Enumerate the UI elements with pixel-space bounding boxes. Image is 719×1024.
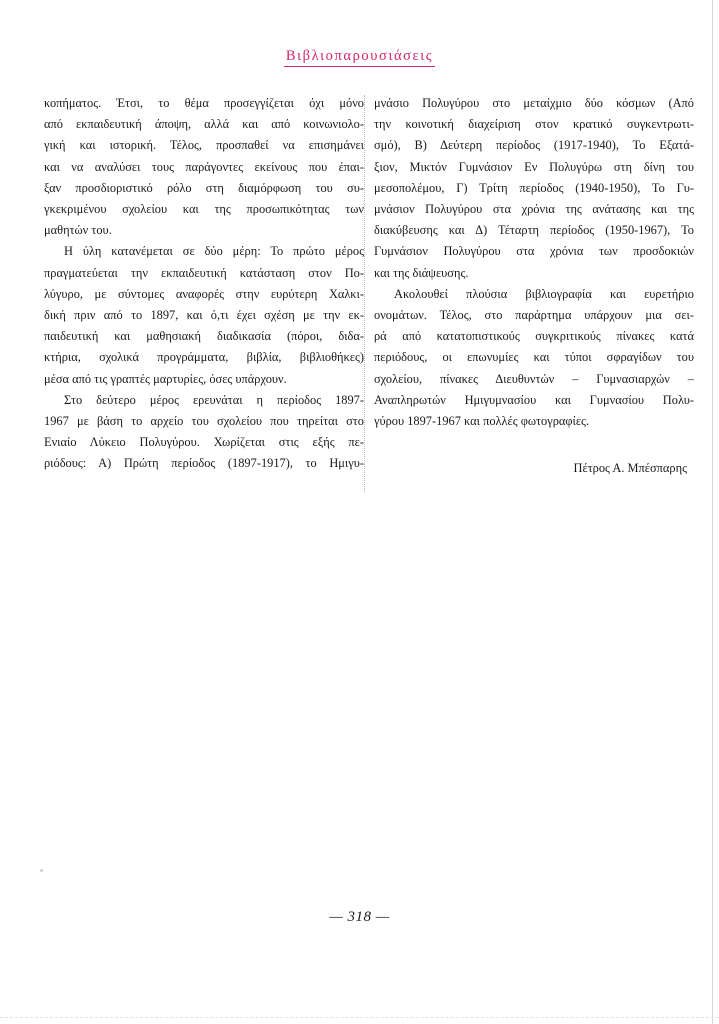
text-line: γύρου 1897-1967 και πολλές φωτογραφίες. — [374, 414, 590, 429]
text-line: Ενιαίο Λύκειο Πολυγύρου. Χωρίζεται στις εξής πε- — [44, 435, 364, 450]
text-line: δική πριν από το 1897, και ό,τι έχει σχέση με την εκ- — [44, 308, 364, 323]
text-line: μνάσιον Πολυγύρου στα χρόνια της ανάτασης και της — [374, 202, 694, 217]
text-line: ξαν προσδιοριστικό ρόλο στη διαμόρφωση του συ- — [44, 180, 364, 195]
text-line: ριόδους: Α) Πρώτη περίοδος (1897-1917), το Ημιγυ- — [44, 456, 364, 471]
text-line: ρά από κατατοπιστικούς συγκριτικούς πίνακες κατά — [374, 329, 694, 344]
text-line: διακύβευσης και Δ) Τέταρτη περίοδος (1950-1967), Το — [374, 223, 694, 238]
text-line: Ακολουθεί πλούσια βιβλιογραφία και ευρετήριο — [394, 286, 694, 301]
text-line: γκεκριμένου σχολείου και της προσωπικότητας των — [44, 202, 364, 217]
text-line: γική και ιστορική. Τέλος, προσπαθεί να επισημάνει — [44, 138, 364, 153]
text-line: σχολείου, πίνακες Διευθυντών – Γυμνασιαρχών – — [374, 371, 694, 386]
text-line: ονομάτων. Τέλος, στο παράρτημα υπάρχουν μια σει- — [374, 308, 694, 323]
text-line: κτήρια, σχολικά προγράμματα, βιβλία, βιβλιοθήκες) — [44, 350, 364, 365]
review-author-signature: Πέτρος Α. Μπέσπαρης — [573, 461, 687, 475]
text-line: και να αναλύσει τους παράγοντες εκείνους που έπαι- — [44, 159, 364, 174]
text-line: 1967 με βάση το αρχείο του σχολείου που τηρείται στο — [44, 414, 364, 429]
column-divider — [364, 95, 365, 493]
text-line: Αναπληρωτών Ημιγυμνασίου και Γυμνασίου Πολυ- — [374, 392, 694, 407]
left-column — [44, 93, 364, 475]
text-line: Γυμνάσιον Πολυγύρου στα χρόνια των προσδοκιών — [374, 244, 694, 259]
text-line: κοπήματος. Έτσι, το θέμα προσεγγίζεται όχι μόνο — [44, 96, 364, 110]
text-line: σμό), Β) Δεύτερη περίοδος (1917-1940), Το Εξατά- — [374, 138, 694, 153]
page-bottom-edge — [0, 1017, 719, 1018]
paper-speck — [40, 869, 43, 872]
text-line: λύγυρο, με σύντομες αναφορές στην ευρύτερη Χαλκι- — [44, 286, 364, 301]
text-line: από εκπαιδευτική άποψη, αλλά και από κοινωνιολο- — [44, 117, 364, 132]
text-line: μέσα από τις γραπτές μαρτυρίες, όσες υπάρχουν. — [44, 371, 287, 386]
text-line: παιδευτική και μαθησιακή διαδικασία (πόροι, διδα- — [44, 329, 364, 344]
running-header — [0, 47, 719, 67]
text-line: την κοινοτική διαχείριση στον κρατικό συγκεντρωτι- — [374, 117, 694, 132]
text-line: μεσοπολέμου, Γ) Τρίτη περίοδος (1940-1950), Το Γυ- — [374, 180, 694, 195]
section-title: Βιβλιοπαρουσιάσεις — [284, 48, 435, 67]
text-line: Στο δεύτερο μέρος ερευνάται η περίοδος 1897- — [64, 392, 364, 407]
text-line: και της διάψευσης. — [374, 265, 469, 280]
text-line: μαθητών του. — [44, 223, 112, 238]
text-line: μνάσιο Πολυγύρου στο μεταίχμιο δύο κόσμων (Από — [374, 96, 694, 110]
page-number: — 318 — — [329, 909, 390, 925]
page-edge — [712, 0, 713, 1024]
right-column — [374, 93, 694, 432]
text-line: περιόδους, οι επωνυμίες και τύποι σφραγίδων του — [374, 350, 694, 365]
text-line: πραγματεύεται την εκπαιδευτική κατάσταση στον Πο- — [44, 265, 364, 280]
text-line: ξιον, Μικτόν Γυμνάσιον Εν Πολυγύρω στη δίνη του — [374, 159, 694, 174]
text-line: Η ύλη κατανέμεται σε δύο μέρη: Το πρώτο μέρος — [64, 244, 364, 259]
